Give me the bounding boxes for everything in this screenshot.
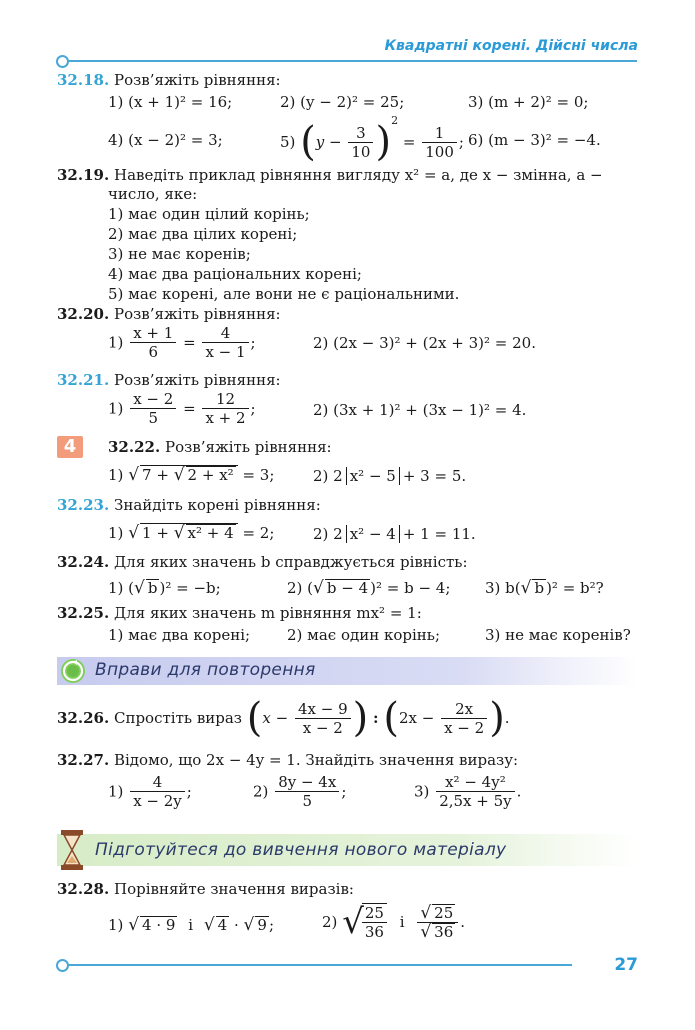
problem-32-27-title: 32.27. Відомо, що 2x − 4y = 1. Знайдіть значення виразу: bbox=[57, 751, 519, 769]
problem-32-24-title: 32.24. Для яких значень b справджується рівність: bbox=[57, 553, 468, 571]
p3218-b3: 6) (m − 3)² = −4. bbox=[468, 131, 601, 149]
fraction: $\frac{1}{100}$ bbox=[422, 124, 457, 161]
fraction: $\frac{√ 25}{√ 36}$ bbox=[417, 904, 458, 941]
problem-32-28-title: 32.28. Порівняйте значення виразів: bbox=[57, 880, 354, 898]
problem-32-18-title: 32.18. Розв’яжіть рівняння: bbox=[57, 71, 281, 89]
header-rule bbox=[62, 60, 637, 62]
p3223-i2: 2) 2 x² − 4 + 1 = 11. bbox=[313, 525, 476, 543]
p3222-i1: 1) √ 7 + √ 2 + x² = 3; bbox=[108, 465, 275, 485]
difficulty-level-badge: 4 bbox=[57, 436, 83, 458]
footer-rule bbox=[62, 964, 572, 966]
p3222-i2: 2) 2 x² − 5 + 3 = 5. bbox=[313, 467, 467, 485]
p3218-a1: 1) (x + 1)² = 16; bbox=[108, 93, 233, 111]
p3224-i3: 3) b(√ b )² = b²? bbox=[485, 578, 604, 598]
fraction: $\frac{8y - 4x}{5}$ bbox=[275, 773, 339, 810]
problem-32-22-title: 32.22. Розв’яжіть рівняння: bbox=[108, 438, 332, 456]
p3227-i1: 1) $\frac{4}{x - 2y}$ ; bbox=[108, 773, 192, 810]
p3221-i2: 2) (3x + 1)² + (3x − 1)² = 4. bbox=[313, 401, 527, 419]
list-item: 4) має два раціональних корені; bbox=[108, 265, 362, 283]
header-rule-dot bbox=[56, 55, 69, 68]
page-number: 27 bbox=[614, 955, 638, 975]
p3227-i2: 2) $\frac{8y - 4x}{5}$ ; bbox=[253, 773, 347, 810]
p3218-b2: 5) (y − $\frac{3}{10}$ )$^2$ = $\frac{1}{100}$ ; bbox=[280, 114, 464, 165]
p3218-a3: 3) (m + 2)² = 0; bbox=[468, 93, 589, 111]
list-item: 5) має корені, але вони не є раціональними. bbox=[108, 285, 460, 303]
p3224-i2: 2) (√ b − 4 )² = b − 4; bbox=[287, 578, 451, 598]
p3227-i3: 3) $\frac{\text{x² − 4y²}}{2,5x + 5y}$ . bbox=[414, 773, 522, 810]
fraction: $\frac{3}{10}$ bbox=[348, 124, 373, 161]
p3224-i1: 1) (√ b )² = −b; bbox=[108, 578, 221, 598]
problem-32-21-title: 32.21. Розв’яжіть рівняння: bbox=[57, 371, 281, 389]
p3228-i1: 1) √ 4 · 9 і √ 4 · √ 9 ; bbox=[108, 915, 274, 935]
fraction: $\frac{12}{x + 2}$ bbox=[202, 390, 248, 427]
p3218-a2: 2) (y − 2)² = 25; bbox=[280, 93, 405, 111]
fraction: $\frac{2x}{x - 2}$ bbox=[441, 700, 487, 737]
problem-32-19-title: 32.19. Наведіть приклад рівняння вигляду x² = a, де x − змінна, a − bbox=[57, 166, 603, 184]
p3225-i3: 3) не має коренів? bbox=[485, 626, 631, 644]
fraction: $\frac{4}{x - 1}$ bbox=[202, 324, 248, 361]
problem-32-20-title: 32.20. Розв’яжіть рівняння: bbox=[57, 305, 281, 323]
p3225-i1: 1) має два корені; bbox=[108, 626, 251, 644]
footer-rule-dot bbox=[56, 959, 69, 972]
problem-32-26: 32.26. Спростіть вираз (x − $\frac{4x - 9}{x - 2}$ ) : (2x − $\frac{2x}{x - 2}$ ). bbox=[57, 695, 510, 741]
review-section-bar: Вправи для повторення bbox=[57, 657, 637, 685]
list-item: 3) не має коренів; bbox=[108, 245, 251, 263]
p3223-i1: 1) √ 1 + √ x² + 4 = 2; bbox=[108, 523, 275, 543]
fraction: $\frac{x + 1}{6}$ bbox=[130, 324, 176, 361]
page-header-title: Квадратні корені. Дійсні числа bbox=[384, 38, 638, 54]
p3218-b1: 4) (x − 2)² = 3; bbox=[108, 131, 223, 149]
problem-32-23-title: 32.23. Знайдіть корені рівняння: bbox=[57, 496, 321, 514]
list-item: 2) має два цілих корені; bbox=[108, 225, 298, 243]
fraction: $\frac{25}{36}$ bbox=[362, 903, 387, 941]
hourglass-icon bbox=[59, 830, 85, 870]
p3220-i1: 1) $\frac{x + 1}{6}$ = $\frac{4}{x - 1}$ ; bbox=[108, 324, 256, 361]
refresh-icon bbox=[59, 657, 89, 685]
problem-32-25-title: 32.25. Для яких значень m рівняння mx² = 1: bbox=[57, 604, 422, 622]
fraction: $\frac{4x - 9}{x - 2}$ bbox=[295, 700, 351, 737]
p3228-i2: 2) √ $\frac{25}{36}$ і $\frac{√ 25}{√ 36}$ . bbox=[322, 902, 466, 942]
list-item: 1) має один цілий корінь; bbox=[108, 205, 310, 223]
p3219-line2: число, яке: bbox=[108, 185, 198, 203]
prepare-section-bar: Підготуйтеся до вивчення нового матеріалу bbox=[57, 834, 637, 866]
p3221-i1: 1) $\frac{x - 2}{5}$ = $\frac{12}{x + 2}$ ; bbox=[108, 390, 256, 427]
fraction: $\frac{4}{x - 2y}$ bbox=[130, 773, 185, 810]
fraction: $\frac{\text{x² − 4y²}}{2,5x + 5y}$ bbox=[436, 773, 514, 810]
fraction: $\frac{x - 2}{5}$ bbox=[130, 390, 176, 427]
p3225-i2: 2) має один корінь; bbox=[287, 626, 440, 644]
p3220-i2: 2) (2x − 3)² + (2x + 3)² = 20. bbox=[313, 334, 536, 352]
sqrt-symbol: √ bbox=[128, 523, 140, 543]
sqrt-symbol: √ bbox=[128, 465, 140, 485]
